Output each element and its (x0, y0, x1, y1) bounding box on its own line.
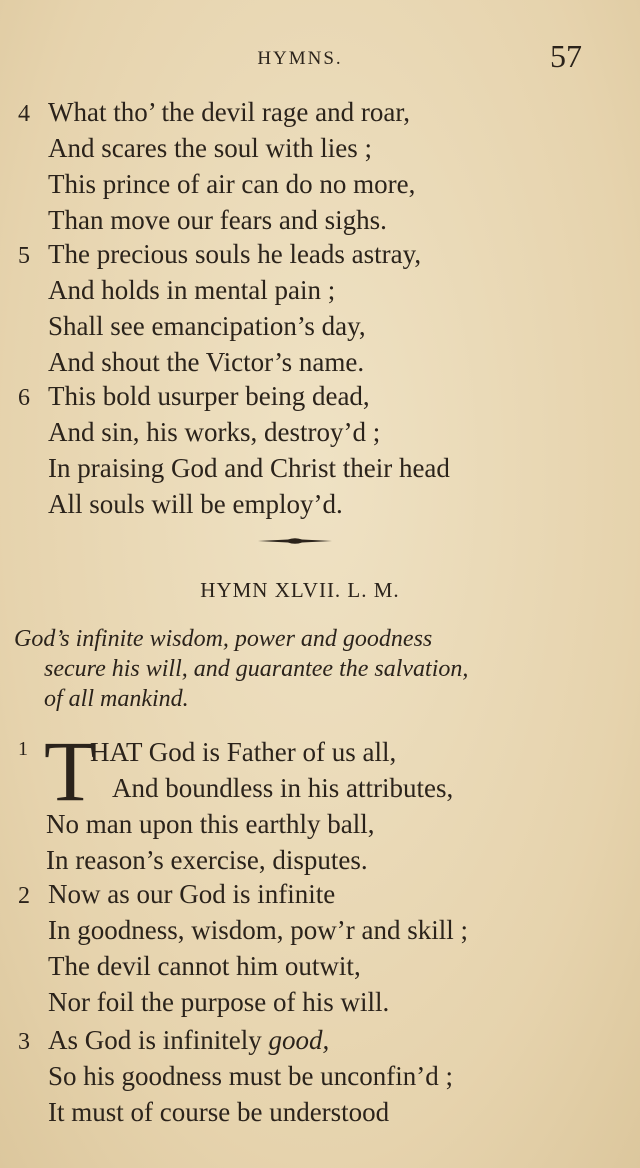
verse-line: In praising God and Christ their head (48, 453, 450, 483)
subtitle-line: God’s infinite wisdom, power and goodness (14, 626, 433, 652)
verse-line: And holds in mental pain ; (48, 275, 336, 305)
stanza-4 (18, 94, 618, 238)
verse-line: The devil cannot him outwit, (48, 951, 361, 981)
verse-line: Now as our God is infinite (48, 879, 336, 909)
stanza-2 (18, 876, 618, 1020)
drop-cap: T (44, 723, 97, 819)
page-header (0, 38, 640, 78)
verse-line: And scares the soul with lies ; (48, 133, 372, 163)
verse-line: In goodness, wisdom, pow’r and skill ; (48, 915, 468, 945)
hymn-title: HYMN XLVII. L. M. (200, 578, 400, 602)
verse-line: This prince of air can do no more, (48, 169, 416, 199)
stanza-number: 4 (18, 101, 30, 127)
verse-line: This bold usurper being dead, (48, 381, 370, 411)
verse-line: HAT God is Father of us all, (90, 737, 397, 767)
verse-line: It must of course be understood (48, 1097, 390, 1127)
stanza-6 (18, 378, 618, 522)
verse-line: And sin, his works, destroy’d ; (48, 417, 381, 447)
stanza-number: 2 (18, 883, 30, 909)
verse-line: What tho’ the devil rage and roar, (48, 97, 411, 127)
verse-line: Than move our fears and sighs. (48, 205, 387, 235)
stanza-number: 1 (18, 738, 28, 760)
stanza-5 (18, 236, 618, 380)
verse-line: Shall see emancipation’s day, (48, 311, 366, 341)
verse-line: Nor foil the purpose of his will. (48, 987, 390, 1017)
verse-line: No man upon this earthly ball, (46, 809, 375, 839)
verse-line: As God is infinitely (48, 1025, 269, 1055)
stanza-number: 6 (18, 385, 30, 411)
subtitle-line: of all mankind. (44, 686, 189, 712)
page-number: 57 (550, 38, 582, 74)
verse-line: And boundless in his attributes, (112, 773, 454, 803)
verse-line: So his goodness must be unconfin’d ; (48, 1061, 453, 1091)
hymn-subtitle (14, 624, 614, 714)
subtitle-line: secure his will, and guarantee the salvation, (44, 656, 469, 682)
verse-line: All souls will be employ’d. (48, 489, 343, 519)
verse-line: And shout the Victor’s name. (48, 347, 365, 377)
stanza-number: 5 (18, 243, 30, 269)
stanza-number: 3 (18, 1029, 30, 1055)
ornamental-rule (258, 536, 332, 546)
verse-line: In reason’s exercise, disputes. (46, 845, 368, 875)
running-head: HYMNS. (257, 48, 343, 69)
stanza-3 (18, 1022, 618, 1130)
verse-line: The precious souls he leads astray, (48, 239, 422, 269)
italic-word: good, (268, 1025, 330, 1055)
